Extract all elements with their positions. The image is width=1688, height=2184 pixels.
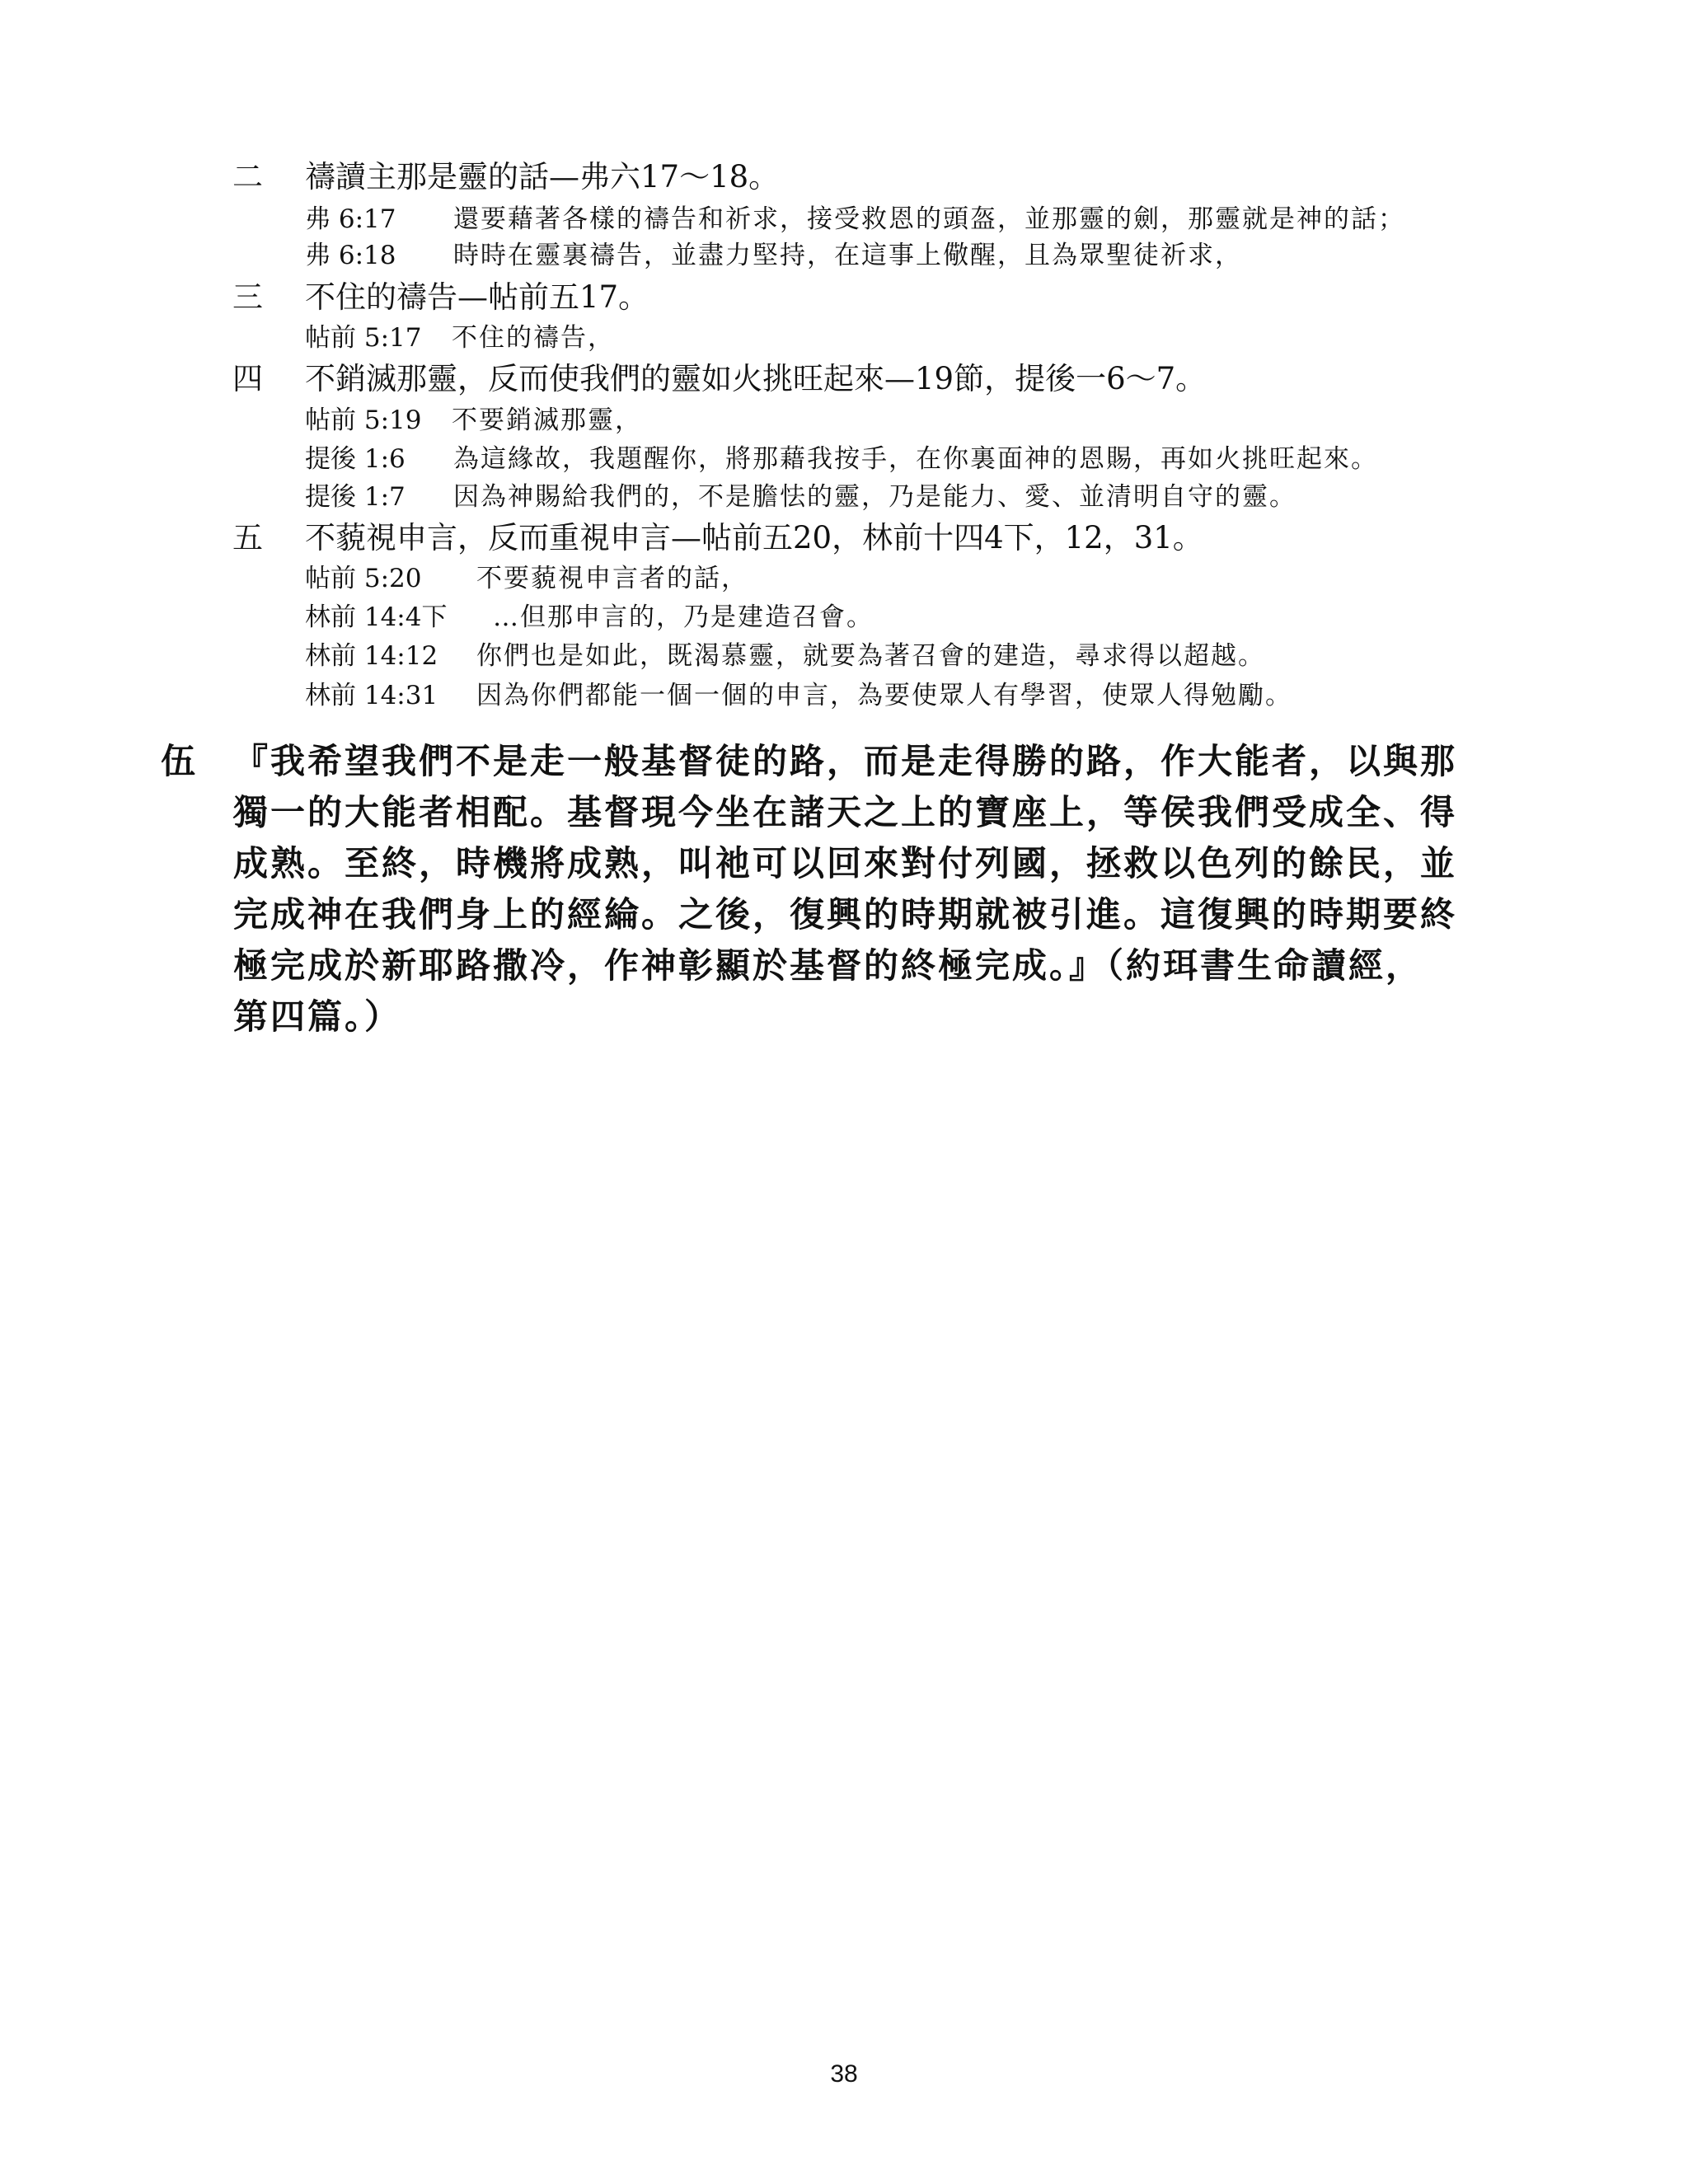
verse-ref: 林前 14:4下 bbox=[305, 602, 448, 632]
quote-section bbox=[161, 736, 1529, 1043]
verse-line bbox=[305, 480, 1296, 513]
verse-text: 因為神賜給我們的，不是膽怯的靈，乃是能力、愛、並清明自守的靈。 bbox=[453, 482, 1296, 512]
verse-text: 還要藉著各樣的禱告和祈求，接受救恩的頭盔，並那靈的劍，那靈就是神的話； bbox=[453, 204, 1405, 234]
verse-ref: 弗 6:18 bbox=[305, 241, 396, 270]
quote-text bbox=[233, 736, 1529, 1043]
verse-ref: 帖前 5:20 bbox=[305, 564, 422, 593]
quote-line: 成熟。至終，時機將成熟，叫祂可以回來對付列國，拯救以色列的餘民，並 bbox=[233, 843, 1458, 883]
verse-text: 你們也是如此，既渴慕靈，就要為著召會的建造，尋求得以超越。 bbox=[476, 641, 1265, 671]
verse-text: 因為你們都能一個一個的申言，為要使眾人有學習，使眾人得勉勵。 bbox=[476, 681, 1292, 710]
verse-line bbox=[305, 640, 1265, 673]
verse-ref: 林前 14:31 bbox=[305, 681, 438, 710]
verse-ref: 提後 1:6 bbox=[305, 444, 406, 474]
verse-text: …但那申言的，乃是建造召會。 bbox=[493, 602, 874, 632]
verse-text: 為這緣故，我題醒你，將那藉我按手，在你裏面神的恩賜，再如火挑旺起來。 bbox=[453, 444, 1378, 474]
point-text: 不住的禱告—帖前五17。 bbox=[305, 279, 649, 315]
page-number: 38 bbox=[830, 2060, 858, 2088]
verse-line bbox=[305, 443, 1378, 476]
verse-ref: 帖前 5:17 bbox=[305, 323, 422, 353]
point-text: 不藐視申言，反而重視申言—帖前五20，林前十四4下，12，31。 bbox=[305, 520, 1203, 555]
verse-line bbox=[305, 203, 1405, 236]
quote-line: 第四篇。） bbox=[233, 996, 402, 1037]
quote-number: 伍 bbox=[161, 741, 196, 781]
outline-point-4 bbox=[232, 360, 1206, 398]
verse-line bbox=[305, 321, 615, 354]
quote-line: 『我希望我們不是走一般基督徒的路，而是走得勝的路，作大能者，以與那 bbox=[233, 741, 1458, 781]
quote-line: 獨一的大能者相配。基督現今坐在諸天之上的寶座上，等侯我們受成全、得 bbox=[233, 792, 1458, 832]
verse-line bbox=[305, 239, 1242, 272]
verse-ref: 弗 6:17 bbox=[305, 204, 396, 234]
verse-text: 不要藐視申言者的話， bbox=[476, 564, 748, 593]
outline-point-5 bbox=[232, 519, 1203, 557]
point-number: 四 bbox=[232, 361, 263, 396]
outline-point-3 bbox=[232, 279, 649, 316]
outline-point-2 bbox=[232, 158, 779, 196]
verse-text: 不要銷滅那靈， bbox=[452, 405, 642, 435]
verse-line bbox=[305, 679, 1292, 712]
verse-ref: 林前 14:12 bbox=[305, 641, 438, 671]
verse-line bbox=[305, 601, 874, 634]
point-number: 三 bbox=[232, 279, 263, 315]
point-text: 禱讀主那是靈的話—弗六17～18。 bbox=[305, 159, 780, 194]
quote-line: 完成神在我們身上的經綸。之後，復興的時期就被引進。這復興的時期要終 bbox=[233, 894, 1458, 935]
point-number: 五 bbox=[232, 520, 263, 555]
verse-text: 時時在靈裏禱告，並盡力堅持，在這事上儆醒，且為眾聖徒祈求， bbox=[453, 241, 1242, 270]
verse-line bbox=[305, 404, 642, 437]
quote-line: 極完成於新耶路撒冷，作神彰顯於基督的終極完成。』（約珥書生命讀經， bbox=[233, 945, 1423, 986]
point-text: 不銷滅那靈，反而使我們的靈如火挑旺起來—19節，提後一6～7。 bbox=[305, 361, 1207, 396]
point-number: 二 bbox=[232, 159, 263, 194]
verse-text: 不住的禱告， bbox=[452, 323, 615, 353]
verse-ref: 提後 1:7 bbox=[305, 482, 406, 512]
verse-ref: 帖前 5:19 bbox=[305, 405, 422, 435]
verse-line bbox=[305, 562, 748, 595]
